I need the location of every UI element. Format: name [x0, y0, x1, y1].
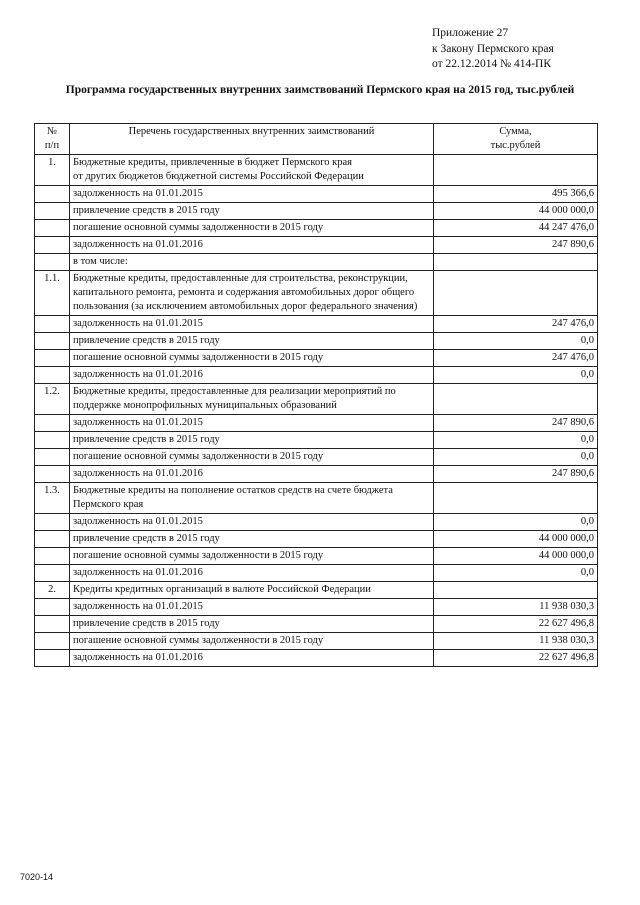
row-number [35, 650, 70, 667]
row-number [35, 350, 70, 367]
row-sum: 0,0 [434, 432, 598, 449]
row-name: привлечение средств в 2015 году [70, 333, 434, 350]
row-sum: 0,0 [434, 449, 598, 466]
row-sum: 44 000 000,0 [434, 548, 598, 565]
row-number [35, 220, 70, 237]
row-sum: 44 000 000,0 [434, 203, 598, 220]
row-name: Бюджетные кредиты на пополнение остатков средств на счете бюджета Пермского края [70, 483, 434, 514]
row-sum: 11 938 030,3 [434, 599, 598, 616]
table-body [35, 155, 598, 667]
row-sum [434, 582, 598, 599]
row-number [35, 186, 70, 203]
row-sum [434, 271, 598, 316]
row-number: 1.1. [35, 271, 70, 316]
table-row [35, 367, 598, 384]
table-row [35, 650, 598, 667]
column-header-name: Перечень государственных внутренних заимствований [70, 124, 434, 155]
table-row [35, 333, 598, 350]
appendix-number: Приложение 27 [432, 27, 509, 39]
table-row [35, 316, 598, 333]
row-number: 2. [35, 582, 70, 599]
table-row [35, 514, 598, 531]
row-name: задолженность на 01.01.2016 [70, 650, 434, 667]
row-name: задолженность на 01.01.2016 [70, 565, 434, 582]
row-sum: 0,0 [434, 367, 598, 384]
row-name: задолженность на 01.01.2015 [70, 514, 434, 531]
row-sum: 0,0 [434, 565, 598, 582]
footer-code: 7020-14 [20, 872, 54, 882]
table-row [35, 220, 598, 237]
column-header-sum: Сумма, тыс.рублей [434, 124, 598, 155]
row-name: Бюджетные кредиты, предоставленные для строительства, реконструкции, капитального ремонта, ремонта и содержания автомобильных дорог общего пользования (за исключением автомобильных дорог федерального значения) [70, 271, 434, 316]
row-number: 1.2. [35, 384, 70, 415]
table-row [35, 350, 598, 367]
table-header-row [35, 124, 598, 155]
row-name: Бюджетные кредиты, привлеченные в бюджет Пермского края от других бюджетов бюджетной системы Российской Федерации [70, 155, 434, 186]
table-row [35, 449, 598, 466]
row-number [35, 254, 70, 271]
row-number: 1. [35, 155, 70, 186]
row-sum: 44 247 476,0 [434, 220, 598, 237]
row-name: привлечение средств в 2015 году [70, 203, 434, 220]
row-name: Кредиты кредитных организаций в валюте Российской Федерации [70, 582, 434, 599]
row-name: привлечение средств в 2015 году [70, 432, 434, 449]
row-name: задолженность на 01.01.2015 [70, 316, 434, 333]
table-row [35, 384, 598, 415]
table-row [35, 432, 598, 449]
law-reference: к Закону Пермского края [432, 42, 554, 55]
table-row [35, 415, 598, 432]
row-name: погашение основной суммы задолженности в 2015 году [70, 350, 434, 367]
row-number [35, 514, 70, 531]
table-row [35, 237, 598, 254]
table-row [35, 633, 598, 650]
table-row [35, 483, 598, 514]
row-sum: 0,0 [434, 514, 598, 531]
row-number [35, 531, 70, 548]
row-number [35, 316, 70, 333]
row-name: погашение основной суммы задолженности в 2015 году [70, 633, 434, 650]
table-row [35, 466, 598, 483]
table-row [35, 599, 598, 616]
row-number [35, 432, 70, 449]
row-sum: 247 890,6 [434, 415, 598, 432]
row-sum: 495 366,6 [434, 186, 598, 203]
row-name: привлечение средств в 2015 году [70, 616, 434, 633]
row-number [35, 203, 70, 220]
row-name: Бюджетные кредиты, предоставленные для реализации мероприятий по поддержке монопрофильных муниципальных образований [70, 384, 434, 415]
row-name: погашение основной суммы задолженности в 2015 году [70, 548, 434, 565]
appendix-header [432, 26, 554, 73]
row-number [35, 565, 70, 582]
row-name: в том числе: [70, 254, 434, 271]
row-sum: 247 476,0 [434, 316, 598, 333]
table-row [35, 186, 598, 203]
row-sum: 22 627 496,8 [434, 616, 598, 633]
row-name: погашение основной суммы задолженности в 2015 году [70, 220, 434, 237]
row-sum: 247 476,0 [434, 350, 598, 367]
table-row [35, 548, 598, 565]
row-sum: 44 000 000,0 [434, 531, 598, 548]
table-row [35, 565, 598, 582]
row-number: 1.3. [35, 483, 70, 514]
row-number [35, 466, 70, 483]
row-name: задолженность на 01.01.2016 [70, 367, 434, 384]
row-name: задолженность на 01.01.2015 [70, 415, 434, 432]
table-row [35, 616, 598, 633]
row-number [35, 548, 70, 565]
table-row [35, 271, 598, 316]
row-sum [434, 155, 598, 186]
row-number [35, 616, 70, 633]
column-header-number: № п/п [35, 124, 70, 155]
row-sum: 247 890,6 [434, 466, 598, 483]
table-row [35, 531, 598, 548]
row-number [35, 415, 70, 432]
row-name: погашение основной суммы задолженности в 2015 году [70, 449, 434, 466]
row-sum [434, 483, 598, 514]
table-row [35, 254, 598, 271]
row-name: привлечение средств в 2015 году [70, 531, 434, 548]
row-sum: 11 938 030,3 [434, 633, 598, 650]
table-row [35, 203, 598, 220]
row-name: задолженность на 01.01.2016 [70, 237, 434, 254]
document-title: Программа государственных внутренних заимствований Пермского края на 2015 год, тыс.рублей [65, 84, 575, 96]
row-sum: 247 890,6 [434, 237, 598, 254]
row-number [35, 333, 70, 350]
row-number [35, 449, 70, 466]
row-number [35, 367, 70, 384]
row-name: задолженность на 01.01.2015 [70, 186, 434, 203]
row-sum: 22 627 496,8 [434, 650, 598, 667]
row-sum: 0,0 [434, 333, 598, 350]
table-row [35, 582, 598, 599]
row-sum [434, 254, 598, 271]
borrowing-program-table [34, 123, 598, 667]
table-row [35, 155, 598, 186]
row-number [35, 237, 70, 254]
row-sum [434, 384, 598, 415]
row-name: задолженность на 01.01.2015 [70, 599, 434, 616]
law-date-number: от 22.12.2014 № 414-ПК [432, 58, 552, 70]
row-number [35, 633, 70, 650]
row-name: задолженность на 01.01.2016 [70, 466, 434, 483]
row-number [35, 599, 70, 616]
